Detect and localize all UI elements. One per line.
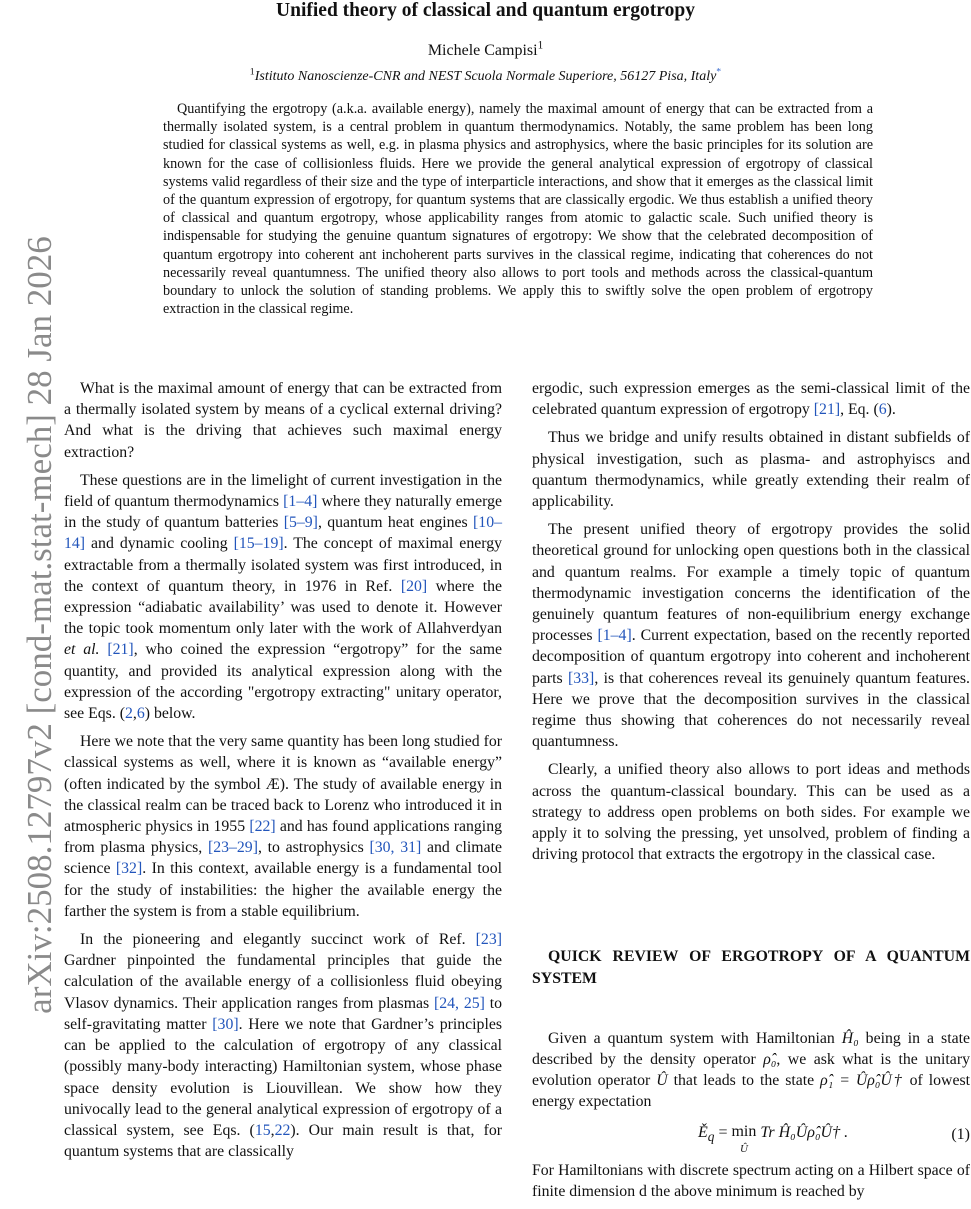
affiliation-text: Istituto Nanoscienze-CNR and NEST Scuola Normale Superiore, 56127 Pisa, Italy — [254, 69, 717, 84]
citation-link[interactable]: [23] — [475, 931, 502, 949]
text-run: being in a state described by the density operator — [532, 1029, 970, 1069]
arxiv-sidebar-stamp: arXiv:2508.12797v2 [cond-mat.stat-mech] 28 Jan 2026 — [20, 236, 59, 1014]
equation-1-number: (1) — [951, 1125, 970, 1143]
section-spacer — [532, 996, 970, 1028]
text-run: , — [270, 1121, 275, 1139]
text-run: ) below. — [144, 705, 196, 723]
text-run: where they naturally emerge in the study of quantum batteries — [64, 493, 502, 532]
equation-1 — [532, 1120, 970, 1160]
math-min-operator — [731, 1124, 756, 1157]
citation-link[interactable]: [24, 25] — [433, 994, 485, 1012]
affiliation-line — [0, 67, 971, 87]
citation-link[interactable]: [32] — [115, 860, 143, 878]
text-run: Given a quantum system with Hamiltonian — [548, 1029, 842, 1047]
text-run: , is that coherences reveal its genuinely quantum features. Here we prove that the decomposition survives in the classical regime thus showing that coherences do not necessarily reveal quantumness. — [532, 669, 970, 751]
review-paragraph-2: For Hamiltonians with discrete spectrum acting on a Hilbert space of finite dimension d the above minimum is reached by — [532, 1161, 970, 1200]
text-run: , to astrophysics — [257, 839, 370, 857]
text-run: ). Our main result is that, for quantum systems that are classically — [64, 1121, 502, 1161]
equation-link[interactable]: 22 — [274, 1121, 291, 1139]
citation-link[interactable]: [30] — [212, 1015, 239, 1033]
text-run: Here we note that the very same quantity has been long studied for classical systems as well, where it is known as “available energy” (often indicated by the symbol Æ). The study of available energy in the classical realm can be traced back to Lorenz who introduced it in atmospheric physics in 1955 — [64, 733, 502, 836]
citation-link[interactable]: [15–19] — [233, 535, 284, 553]
citation-link[interactable]: [1–4] — [283, 493, 318, 511]
et-al: et al. — [64, 641, 100, 659]
equation-link[interactable]: 15 — [254, 1121, 271, 1139]
text-run: and climate science — [64, 839, 503, 878]
text-run: ). — [886, 401, 896, 419]
citation-link[interactable]: [5–9] — [283, 514, 318, 532]
text-run: . In this context, available energy is a fundamental tool for the study of instabilities: the higher the available energy the farther the system is from a stable equilibrium. — [64, 860, 502, 920]
affiliation-mark: 1 — [249, 66, 255, 78]
section-heading: QUICK REVIEW OF ERGOTROPY OF A QUANTUM SYSTEM — [532, 948, 970, 987]
author-line — [0, 40, 971, 62]
intro-paragraph-2 — [64, 470, 502, 724]
review-paragraph-1 — [532, 1028, 970, 1113]
math-min-subscript: Û — [739, 1142, 748, 1155]
text-run: . Current expectation, based on the recently reported decomposition of quantum ergotropy into coherent and inchoherent parts — [532, 627, 970, 687]
text-run: Gardner pinpointed the fundamental principles that guide the calculation of the available energy of a collisionless fluid obeying Vlasov dynamics. Their application ranges from plasmas — [64, 952, 502, 1012]
text-run: , Eq. ( — [840, 401, 879, 419]
left-column — [64, 378, 502, 1169]
intro-paragraph-8: Clearly, a unified theory also allows to port ideas and methods across the quantum-classical boundary. This can be used as a strategy to address open problems on both sides. For example we apply it to solving the pressing, yet unsolved, problem of finding a driving protocol that extracts the ergotropy in the classical case. — [532, 761, 970, 864]
equation-link[interactable]: 6 — [136, 705, 145, 723]
text-run: of lowest energy expectation — [532, 1072, 971, 1111]
text-run: , who coined the expression “ergotropy” for the same quantity, and provided its analytical expression along with the expression of the according "ergotropy extracting" unitary operator, see Eqs. ( — [64, 641, 502, 723]
intro-paragraph-1: What is the maximal amount of energy that can be extracted from a thermally isolated system by means of a cyclical external driving? And what is the driving that achieves such maximal energy extraction? — [64, 380, 502, 461]
math-final-state: ρ̂₁ = Ûρ̂₀Û† — [820, 1072, 904, 1090]
text-run: where the expression “adiabatic availability’ was used to denote it. However the topic took momentum only later with the work of Allahverdyan — [64, 577, 502, 638]
text-run: . The concept of maximal energy extractable from a thermally isolated system was first introduced, in the context of quantum theory, in 1976 in Ref. — [64, 535, 502, 595]
text-run: , we ask what is the unitary evolution operator — [532, 1051, 970, 1090]
text-run: and dynamic cooling — [85, 535, 234, 553]
intro-paragraph-3 — [64, 731, 502, 922]
math-min: min — [731, 1122, 757, 1140]
text-run: The present unified theory of ergotropy provides the solid theoretical ground for unlocking open questions both in the classical and quantum realms. For example a timely topic of quantum thermodynamic investigation concerns the identification of the genuinely quantum features of non-equilibrium energy exchange processes — [532, 521, 970, 645]
citation-link[interactable]: [21] — [813, 401, 841, 419]
equation-1-body — [698, 1124, 848, 1157]
citation-link[interactable]: [21] — [107, 641, 134, 659]
citation-link[interactable]: [22] — [249, 818, 276, 836]
text-run: and has found applications ranging from plasma physics, — [64, 818, 502, 857]
text-run: These questions are in the limelight of current investigation in the field of quantum thermodynamics — [64, 471, 502, 511]
text-run: that leads to the state — [667, 1072, 821, 1090]
citation-link[interactable]: [10–14] — [64, 514, 502, 553]
paper-title: Unified theory of classical and quantum ergotropy — [276, 0, 695, 21]
text-run: , — [132, 705, 137, 723]
corresponding-author-link[interactable]: * — [716, 66, 722, 78]
intro-paragraph-4 — [64, 929, 502, 1162]
right-column — [532, 378, 970, 1209]
equation-link[interactable]: 6 — [878, 401, 887, 419]
text-run: to self-gravitating matter — [64, 994, 503, 1033]
citation-link[interactable]: [30, 31] — [369, 839, 422, 857]
citation-link[interactable]: [33] — [568, 669, 595, 687]
intro-paragraph-5 — [532, 378, 970, 420]
math-unitary: Û — [656, 1072, 668, 1090]
author-affiliation-mark: 1 — [537, 39, 544, 52]
text-run: . Here we note that Gardner’s principles can be applied to the calculation of ergotropy of any classical (possibly many-body interacting) Hamiltonian system, whose phase space density evolution is Liouvillean. We show how they univocally lead to the general analytical expression of ergotropy of a classical system, see Eqs. ( — [64, 1015, 502, 1139]
citation-link[interactable]: [23–29] — [207, 839, 258, 857]
math-density-operator: ρ̂₀ — [763, 1051, 777, 1069]
intro-paragraph-6: Thus we bridge and unify results obtained in distant subfields of physical investigation, such as plasma- and astrophyiscs and quantum thermodynamics, while greatly extending their realm of applicability. — [532, 429, 970, 511]
math-trace-expression: Tr Ĥ₀Ûρ̂₀Û† . — [756, 1123, 849, 1141]
author-name: Michele Campisi — [427, 42, 538, 59]
equation-link[interactable]: 2 — [124, 705, 133, 723]
section-spacer — [532, 872, 970, 946]
text-run: ergodic, such expression emerges as the semi-classical limit of the celebrated quantum expression of ergotropy — [532, 380, 970, 419]
citation-link[interactable]: [1–4] — [597, 627, 632, 645]
math-hamiltonian: Ĥ₀ — [841, 1029, 859, 1047]
abstract: Quantifying the ergotropy (a.k.a. available energy), namely the maximal amount of energy that can be extracted from a thermally isolated system, is a central problem in quantum thermodynamics. Notably, the same problem has been long studied for classical systems as well, e.g. in plasma physics and astrophysics, where the basic principles for its solution are known for the case of collisionless fluids. Here we provide the general analytical expression of ergotropy of classical systems valid regardless of their size and the type of interparticle interactions, and show that it emerges as the classical limit of the quantum expression of ergotropy, for quantum systems that are classically ergodic. We thus establish a unified theory of classical and quantum ergotropy, whose applicability ranges from atomic to galactic scale. Such unified theory is indispensable for studying the genuine quantum signatures of ergotropy: We show that the celebrated decomposition of quantum ergotropy into coherent ant inchoherent parts survives in the classical regime, indicating that coherences do not necessarily reveal quantumness. The unified theory also allows to port tools and methods across the classical-quantum boundary to unlock the solution of standing problems. We apply this to swiftly solve the open problem of ergotropy extraction in the classical regime. — [163, 101, 873, 318]
text-run: , quantum heat engines — [317, 514, 474, 532]
citation-link[interactable]: [20] — [400, 577, 428, 595]
text-run: In the pioneering and elegantly succinct work of Ref. — [80, 931, 476, 949]
math-equals: = — [714, 1123, 732, 1141]
intro-paragraph-7 — [532, 519, 970, 752]
math-subscript: q — [707, 1128, 715, 1144]
math-ergotropy-symbol: Ě — [698, 1123, 708, 1141]
